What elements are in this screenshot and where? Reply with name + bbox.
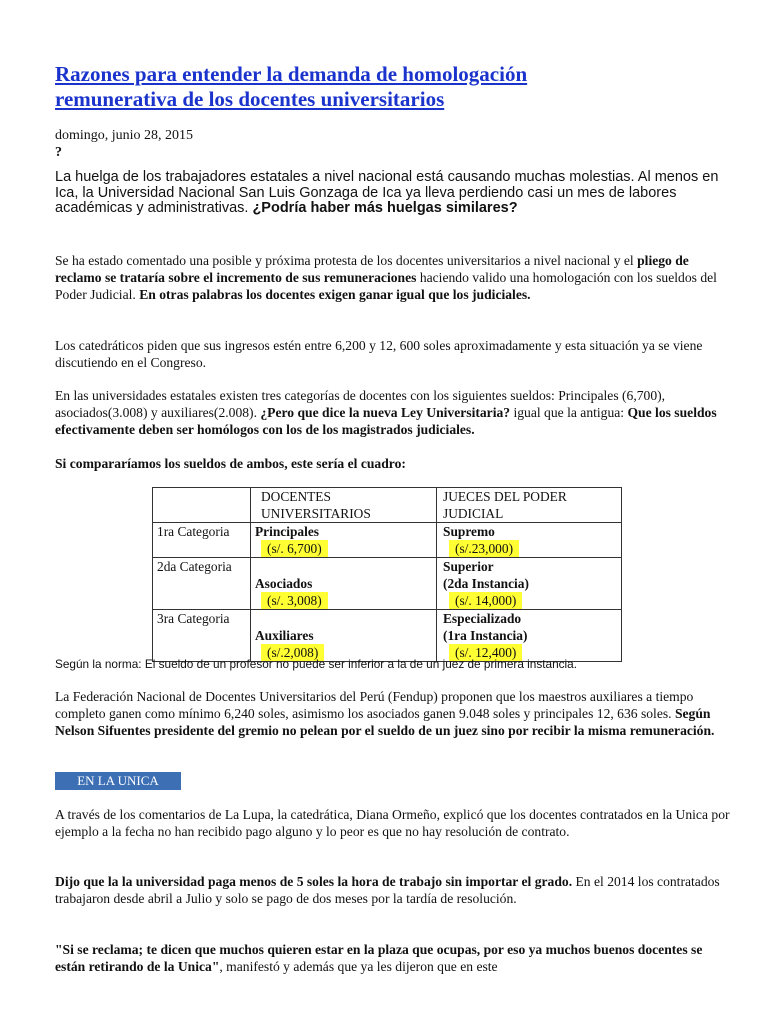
salary-comparison-table bbox=[152, 487, 622, 662]
jueces-cell bbox=[437, 523, 622, 558]
paragraph-protesta bbox=[55, 252, 735, 303]
protesta-bold-1: pliego de reclamo se trataría sobre el incremento de sus remuneraciones bbox=[55, 253, 689, 285]
paragraph-catedraticos bbox=[55, 337, 735, 371]
header-docentes: DOCENTES UNIVERSITARIOS bbox=[251, 488, 437, 523]
universidades-bold-1: ¿Pero que dice la nueva Ley Universitaria? bbox=[260, 405, 511, 420]
universidades-bold-2: Que los sueldos efectivamente deben ser homólogos con los de los magistrados judiciales. bbox=[55, 405, 717, 437]
header-jueces: JUECES DEL PODER JUDICIAL bbox=[437, 488, 622, 523]
intro-text: La huelga de los trabajadores estatales a nivel nacional está causando muchas molestias. Al menos en Ica, la Universidad Nacional San Luis Gonzaga de Ica ya lleva perdiendo casi un mes de labores académicas y administrativas. bbox=[55, 169, 719, 216]
docente-category-name: Principales bbox=[255, 524, 319, 539]
header-empty-cell bbox=[153, 488, 251, 523]
table-header-row bbox=[153, 488, 622, 523]
juez-category-name: Superior bbox=[443, 559, 494, 574]
table-row bbox=[153, 558, 622, 610]
protesta-text-1: Se ha estado comentado una posible y próxima protesta de los docentes universitarios a nivel nacional y el bbox=[55, 253, 638, 268]
jueces-cell bbox=[437, 558, 622, 610]
docente-category-name: Asociados bbox=[255, 576, 313, 591]
category-cell: 1ra Categoria bbox=[153, 523, 251, 558]
docentes-cell bbox=[251, 523, 437, 558]
paragraph-reclamo bbox=[55, 941, 735, 975]
docente-salary-highlight: (s/.2,008) bbox=[261, 644, 324, 661]
pago-bold: Dijo que la la universidad paga menos de 5 soles la hora de trabajo sin importar el grado. bbox=[55, 874, 573, 889]
juez-salary-highlight: (s/.23,000) bbox=[449, 540, 519, 557]
paragraph-comparacion bbox=[55, 455, 735, 472]
post-date: domingo, junio 28, 2015 bbox=[55, 128, 194, 143]
docente-salary-highlight: (s/. 3,008) bbox=[261, 592, 328, 609]
question-mark: ? bbox=[55, 145, 62, 160]
fendup-text: La Federación Nacional de Docentes Universitarios del Perú (Fendup) proponen que los maestros auxiliares a tiempo completo ganen como mínimo 6,240 soles, asimismo los asociados ganen 9.048 soles y principales 12, 636 soles. bbox=[55, 689, 694, 721]
universidades-text-1: En las universidades estatales existen tres categorías de docentes con los siguientes sueldos: Principales (6,700), asociados(3.008) y auxiliares(2.008). bbox=[55, 388, 666, 420]
table-row bbox=[153, 523, 622, 558]
reclamo-text: , manifestó y además que ya les dijeron que en este bbox=[219, 959, 498, 974]
paragraph-pago bbox=[55, 873, 735, 907]
juez-instance: (1ra Instancia) bbox=[443, 628, 528, 643]
juez-category-name: Especializado bbox=[443, 611, 522, 626]
intro-bold: ¿Podría haber más huelgas similares? bbox=[252, 200, 518, 216]
fendup-bold: Según Nelson Sifuentes presidente del gremio no pelean por el sueldo de un juez sino por recibir la misma remuneración. bbox=[55, 706, 715, 738]
category-cell: 3ra Categoria bbox=[153, 610, 251, 662]
paragraph-fendup bbox=[55, 688, 735, 739]
article-title-link[interactable] bbox=[55, 62, 735, 112]
protesta-bold-2: En otras palabras los docentes exigen ganar igual que los judiciales. bbox=[139, 287, 531, 302]
table-row bbox=[153, 610, 622, 662]
title-line-1[interactable]: Razones para entender la demanda de homologación bbox=[55, 62, 528, 86]
paragraph-lalupa bbox=[55, 806, 735, 840]
title-line-2[interactable]: remunerativa de los docentes universitarios bbox=[55, 87, 445, 111]
paragraph-intro bbox=[55, 170, 725, 217]
comparacion-bold: Si compararíamos los sueldos de ambos, este sería el cuadro: bbox=[55, 456, 406, 471]
juez-category-name: Supremo bbox=[443, 524, 495, 539]
pago-text: En el 2014 los contratados trabajaron desde abril a Julio y solo se pago de dos meses por la tardía de resolución. bbox=[55, 874, 720, 906]
jueces-cell bbox=[437, 610, 622, 662]
universidades-text-2: igual que la antigua: bbox=[510, 405, 628, 420]
reclamo-bold: "Si se reclama; te dicen que muchos quieren estar en la plaza que ocupas, por eso ya muchos buenos docentes se están retirando de la Unica" bbox=[55, 942, 703, 974]
juez-salary-highlight: (s/. 12,400) bbox=[449, 644, 522, 661]
juez-instance: (2da Instancia) bbox=[443, 576, 529, 591]
paragraph-universidades bbox=[55, 387, 735, 438]
protesta-text-2: haciendo valido una homologación con los sueldos del Poder Judicial. bbox=[55, 270, 717, 302]
norma-note: Según la norma: El sueldo de un profesor no puede ser inferior a la de un juez de primera instancia. bbox=[55, 657, 578, 671]
lalupa-text: A través de los comentarios de La Lupa, la catedrática, Diana Ormeño, explicó que los docentes contratados en la Unica por ejemplo a la fecha no han recibido pago alguno y lo peor es que no hay resolución de contrato. bbox=[55, 807, 730, 839]
catedraticos-text: Los catedráticos piden que sus ingresos estén entre 6,200 y 12, 600 soles aproximadamente y esta situación ya se viene discutiendo en el Congreso. bbox=[55, 338, 703, 370]
docentes-cell bbox=[251, 558, 437, 610]
section-banner-unica: EN LA UNICA bbox=[55, 772, 181, 790]
juez-salary-highlight: (s/. 14,000) bbox=[449, 592, 522, 609]
docentes-cell bbox=[251, 610, 437, 662]
docente-category-name: Auxiliares bbox=[255, 628, 314, 643]
category-cell: 2da Categoria bbox=[153, 558, 251, 610]
docente-salary-highlight: (s/. 6,700) bbox=[261, 540, 328, 557]
